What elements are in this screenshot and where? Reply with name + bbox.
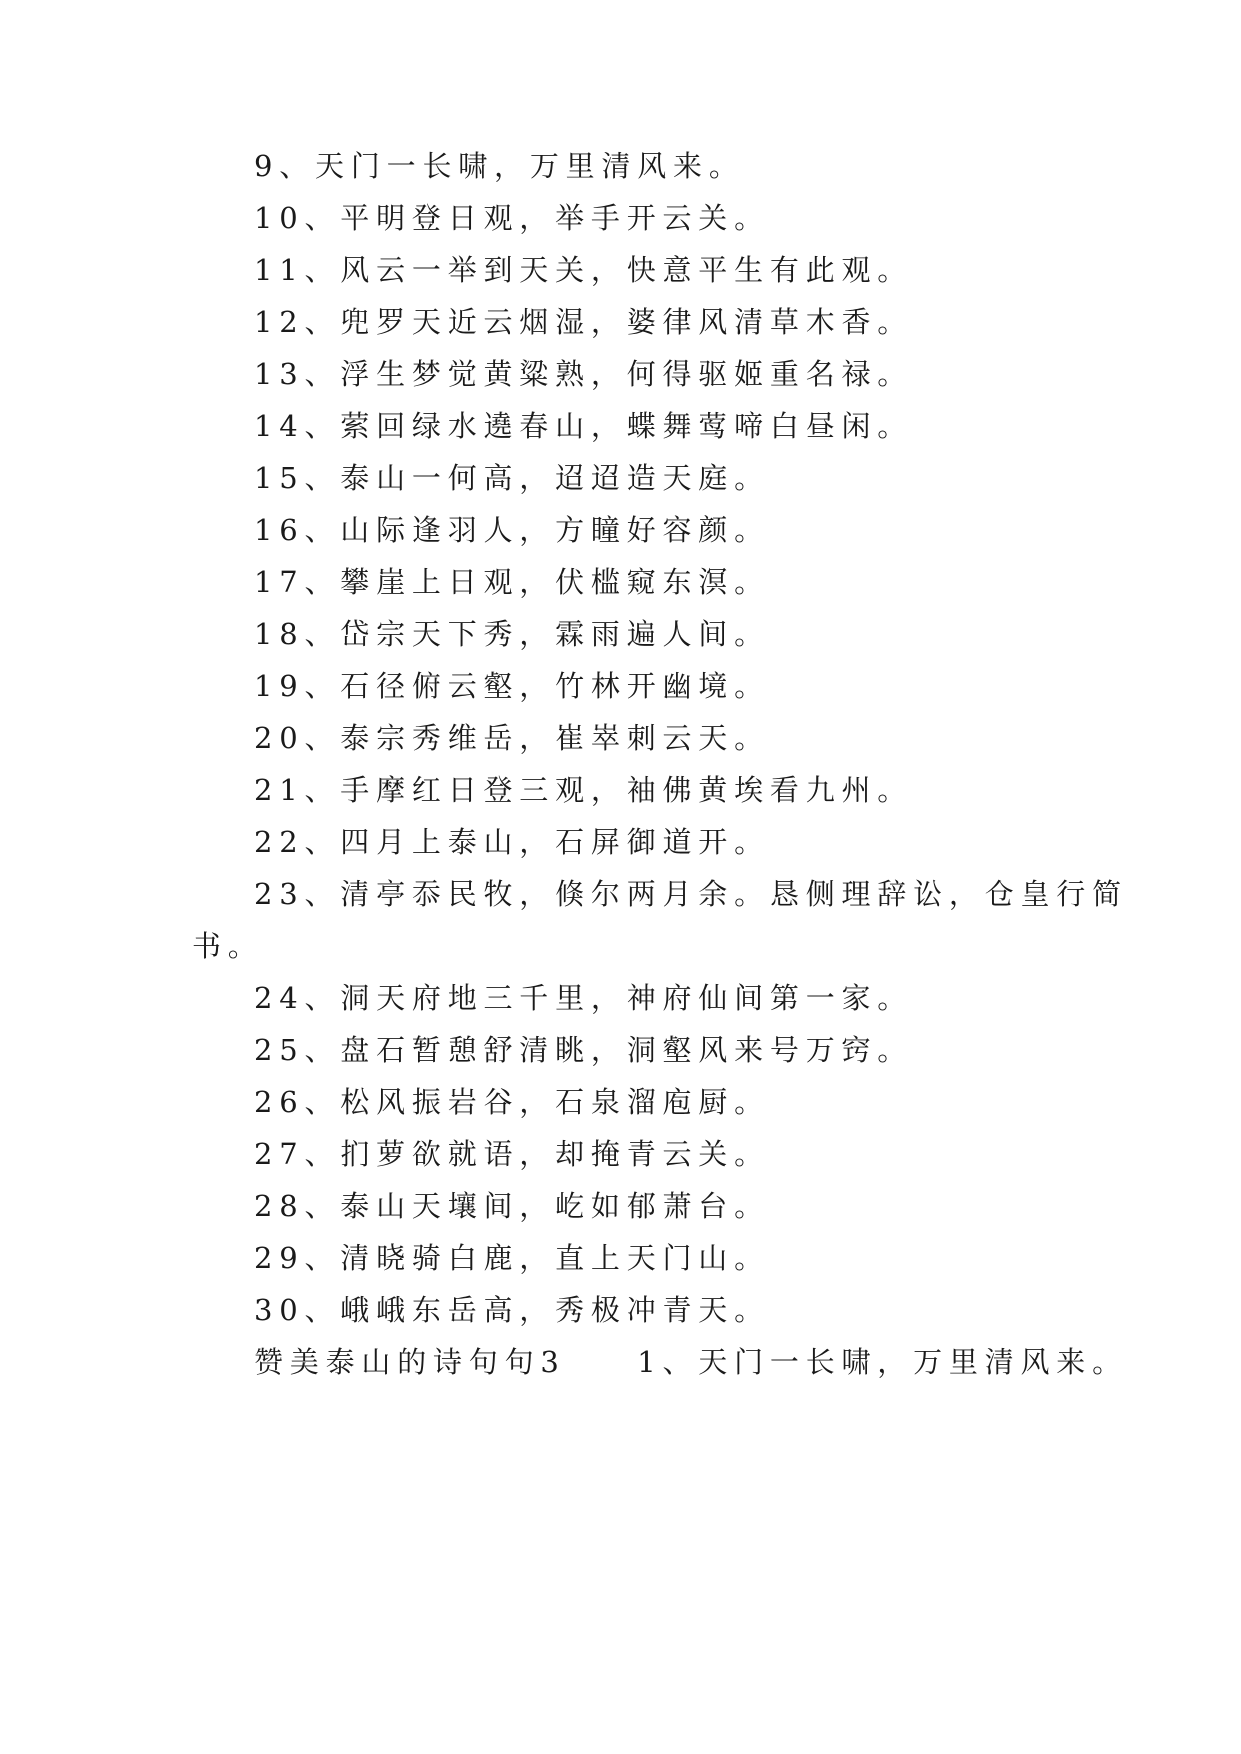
poem-line-28: 28、泰山天壤间，屹如郁萧台。 [254, 1189, 770, 1223]
poem-line-14: 14、萦回绿水遶春山，蝶舞莺啼白昼闲。 [254, 409, 914, 443]
poem-line-15: 15、泰山一何高，迢迢造天庭。 [254, 461, 770, 495]
poem-line-19: 19、石径俯云壑，竹林开幽境。 [254, 669, 770, 703]
poem-line-11: 11、风云一举到天关，快意平生有此观。 [254, 253, 914, 287]
poem-line-29: 29、清晓骑白鹿，直上天门山。 [254, 1241, 770, 1275]
poem-line-27: 27、扪萝欲就语，却掩青云关。 [254, 1137, 770, 1171]
poem-line-9: 9、天门一长啸，万里清风来。 [254, 149, 745, 183]
poem-line-18: 18、岱宗天下秀，霖雨遍人间。 [254, 617, 770, 651]
section-heading-line: 赞美泰山的诗句句3 1、天门一长啸，万里清风来。 [254, 1345, 1128, 1379]
poem-line-10: 10、平明登日观，举手开云关。 [254, 201, 770, 235]
poem-line-26: 26、松风振岩谷，石泉溜庖厨。 [254, 1085, 770, 1119]
poem-line-16: 16、山际逢羽人，方瞳好容颜。 [254, 513, 770, 547]
poem-line-17: 17、攀崖上日观，伏槛窥东溟。 [254, 565, 770, 599]
poem-line-20: 20、泰宗秀维岳，崔崒刺云天。 [254, 721, 770, 755]
poem-line-21: 21、手摩红日登三观，袖佛黄埃看九州。 [254, 773, 914, 807]
poem-line-24: 24、洞天府地三千里，神府仙间第一家。 [254, 981, 914, 1015]
poem-line-13: 13、浮生梦觉黄粱熟，何得驱姬重名禄。 [254, 357, 914, 391]
poem-line-23: 23、清亭忝民牧，倏尔两月余。恳侧理辞讼，仓皇行简 [254, 877, 1128, 911]
poem-line-25: 25、盘石暂憩舒清眺，洞壑风来号万窍。 [254, 1033, 914, 1067]
poem-line-12: 12、兜罗天近云烟湿，婆律风清草木香。 [254, 305, 914, 339]
poem-line-23-continued: 书。 [192, 929, 264, 963]
poem-line-22: 22、四月上泰山，石屏御道开。 [254, 825, 770, 859]
poem-line-30: 30、峨峨东岳高，秀极冲青天。 [254, 1293, 770, 1327]
